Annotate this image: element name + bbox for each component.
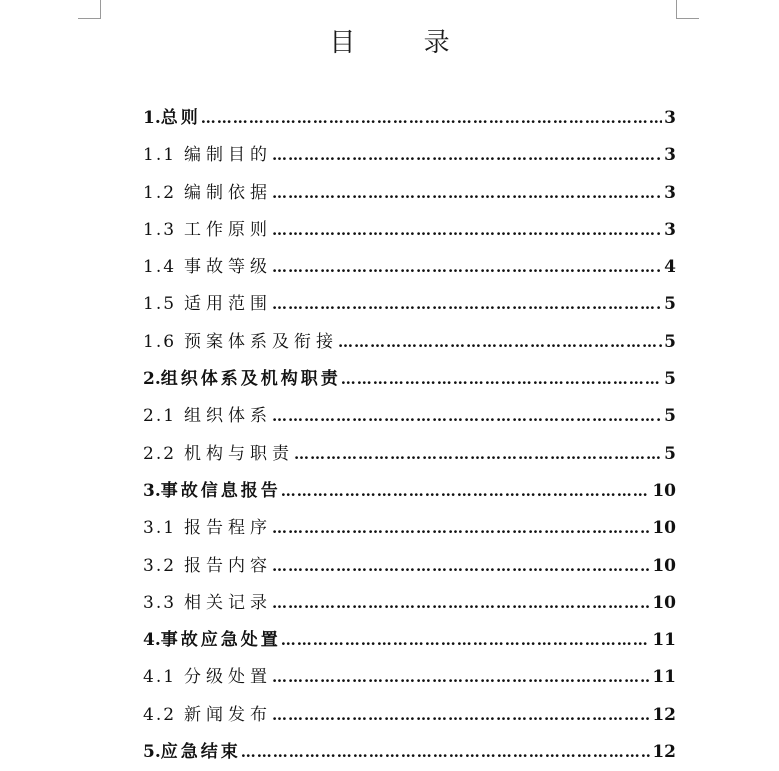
toc-dot-leader bbox=[281, 622, 651, 659]
toc-entry-page: 5 bbox=[664, 369, 676, 390]
toc-dot-leader bbox=[272, 398, 662, 435]
toc-dot-leader bbox=[272, 212, 662, 249]
toc-entry-page: 3 bbox=[664, 182, 676, 203]
toc-entry[interactable] bbox=[143, 175, 676, 212]
toc-entry-label: 总则 bbox=[160, 108, 201, 128]
toc-entry[interactable] bbox=[143, 548, 676, 585]
toc-entry-page: 3 bbox=[664, 108, 676, 128]
toc-dot-leader bbox=[201, 100, 662, 137]
toc-entry-page: 5 bbox=[664, 331, 676, 352]
toc-entry-page: 12 bbox=[652, 742, 676, 763]
toc-dot-leader bbox=[241, 734, 651, 771]
table-of-contents bbox=[143, 100, 676, 771]
toc-entry-label: 报告内容 bbox=[184, 555, 273, 576]
toc-entry-label: 事故信息报告 bbox=[160, 480, 281, 501]
toc-dot-leader bbox=[272, 548, 650, 585]
toc-entry-number: 1.3 bbox=[143, 219, 177, 240]
toc-entry-label: 组织体系及机构职责 bbox=[160, 369, 341, 390]
toc-title: 目 录 bbox=[329, 28, 480, 58]
toc-entry-number: 3.1 bbox=[143, 518, 177, 539]
toc-entry-label: 预案体系及衔接 bbox=[184, 331, 339, 352]
toc-entry-label: 事故等级 bbox=[184, 257, 273, 278]
toc-entry-page: 5 bbox=[664, 294, 676, 315]
toc-entry-label: 工作原则 bbox=[184, 219, 273, 240]
toc-entry-number: 1.2 bbox=[143, 182, 177, 203]
toc-entry-page: 10 bbox=[652, 592, 676, 613]
toc-dot-leader bbox=[272, 286, 662, 323]
toc-entry-page: 5 bbox=[664, 443, 676, 464]
toc-dot-leader bbox=[272, 659, 650, 696]
toc-entry-page: 12 bbox=[652, 704, 676, 725]
toc-dot-leader bbox=[272, 510, 650, 547]
toc-dot-leader bbox=[341, 361, 662, 398]
toc-entry-page: 3 bbox=[664, 219, 676, 240]
toc-entry-label: 组织体系 bbox=[184, 406, 273, 427]
toc-entry-label: 适用范围 bbox=[184, 294, 273, 315]
toc-entry-number: 5. bbox=[143, 742, 161, 763]
toc-entry[interactable] bbox=[143, 622, 676, 659]
toc-entry-number: 1.5 bbox=[143, 294, 177, 315]
toc-entry[interactable] bbox=[143, 436, 676, 473]
toc-entry-page: 10 bbox=[652, 518, 676, 539]
toc-entry-page: 5 bbox=[664, 406, 676, 427]
crop-mark-top-left bbox=[78, 0, 101, 19]
toc-entry-page: 11 bbox=[652, 630, 676, 651]
toc-entry[interactable] bbox=[143, 585, 676, 622]
toc-entry-page: 10 bbox=[652, 480, 676, 501]
toc-entry-label: 编制目的 bbox=[184, 145, 273, 166]
toc-dot-leader bbox=[272, 175, 662, 212]
toc-dot-leader bbox=[294, 436, 662, 473]
toc-entry[interactable] bbox=[143, 212, 676, 249]
toc-dot-leader bbox=[272, 697, 650, 734]
toc-entry-page: 3 bbox=[664, 145, 676, 166]
toc-entry-number: 2. bbox=[143, 369, 161, 390]
toc-entry[interactable] bbox=[143, 473, 676, 510]
toc-entry-number: 1.1 bbox=[143, 145, 177, 166]
toc-entry-number: 1. bbox=[143, 108, 161, 128]
toc-entry-label: 事故应急处置 bbox=[160, 630, 281, 651]
toc-entry[interactable] bbox=[143, 734, 676, 771]
toc-entry-number: 2.2 bbox=[143, 443, 177, 464]
toc-entry[interactable] bbox=[143, 659, 676, 696]
toc-entry[interactable] bbox=[143, 137, 676, 174]
toc-entry-number: 4. bbox=[143, 630, 161, 651]
toc-entry-label: 新闻发布 bbox=[184, 704, 273, 725]
toc-dot-leader bbox=[272, 249, 662, 286]
toc-entry[interactable] bbox=[143, 510, 676, 547]
toc-entry-label: 相关记录 bbox=[184, 592, 273, 613]
toc-entry-number: 3.2 bbox=[143, 555, 177, 576]
toc-entry-number: 3.3 bbox=[143, 592, 177, 613]
toc-entry[interactable] bbox=[143, 286, 676, 323]
toc-entry-label: 应急结束 bbox=[160, 742, 241, 763]
toc-entry-number: 4.1 bbox=[143, 667, 177, 688]
crop-mark-top-right bbox=[676, 0, 699, 19]
toc-dot-leader bbox=[338, 324, 662, 361]
toc-entry-page: 10 bbox=[652, 555, 676, 576]
toc-entry-label: 机构与职责 bbox=[184, 443, 295, 464]
toc-entry-page: 4 bbox=[664, 257, 676, 278]
toc-entry-number: 3. bbox=[143, 480, 161, 501]
toc-entry-number: 1.4 bbox=[143, 257, 177, 278]
toc-entry[interactable] bbox=[143, 324, 676, 361]
toc-entry-page: 11 bbox=[652, 667, 676, 688]
toc-dot-leader bbox=[272, 137, 662, 174]
toc-entry-number: 1.6 bbox=[143, 331, 177, 352]
toc-entry[interactable] bbox=[143, 361, 676, 398]
toc-dot-leader bbox=[281, 473, 651, 510]
toc-dot-leader bbox=[272, 585, 650, 622]
toc-entry-label: 编制依据 bbox=[184, 182, 273, 203]
toc-entry[interactable] bbox=[143, 697, 676, 734]
toc-entry-number: 2.1 bbox=[143, 406, 177, 427]
toc-entry-label: 报告程序 bbox=[184, 518, 273, 539]
toc-entry[interactable] bbox=[143, 398, 676, 435]
toc-entry[interactable] bbox=[143, 249, 676, 286]
toc-entry-label: 分级处置 bbox=[184, 667, 273, 688]
toc-entry-number: 4.2 bbox=[143, 704, 177, 725]
toc-entry[interactable] bbox=[143, 100, 676, 137]
